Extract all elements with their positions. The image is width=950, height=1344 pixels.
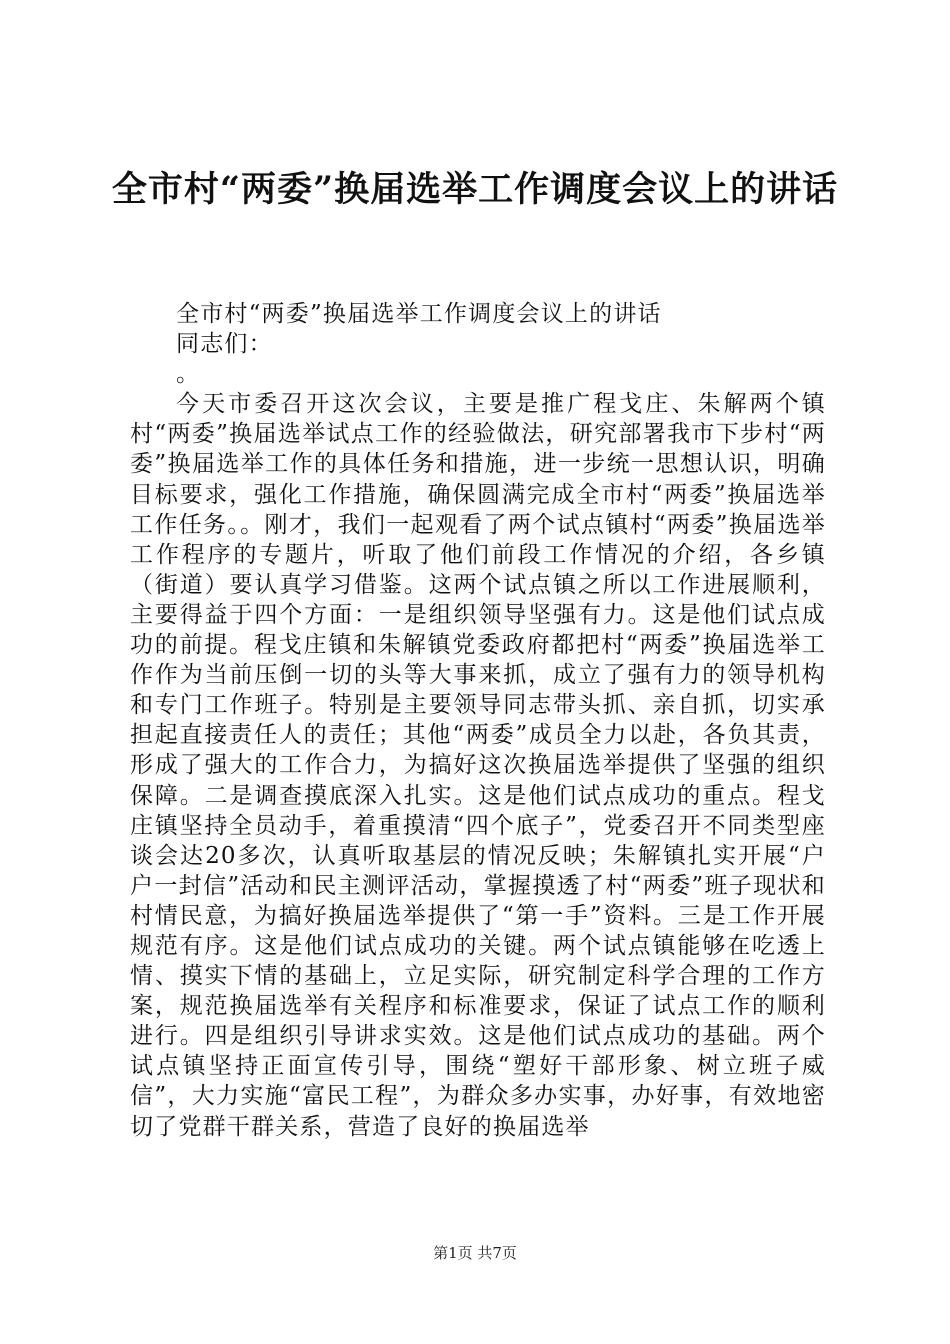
document-title: 全市村“两委”换届选举工作调度会议上的讲话 <box>111 169 839 210</box>
document-body <box>130 299 826 1142</box>
page-footer: 第1页 共7页 <box>433 1244 517 1262</box>
salutation: 同志们： <box>176 331 273 358</box>
body-paragraph: 今天市委召开这次会议，主要是推广程戈庄、朱解两个镇村“两委”换届选举试点工作的经验做法，研究部署我市下步村“两委”换届选举工作的具体任务和措施，进一步统一思想认识，明确目标要求，强化工作措施，确保圆满完成全市村“两委”换届选举工作任务。。刚才，我们一起观看了两个试点镇村“两委”换届选举工作程序的专题片，听取了他们前段工作情况的介绍，各乡镇（街道）要认真学习借鉴。这两个试点镇之所以工作进展顺利，主要得益于四个方面：一是组织领导坚强有力。这是他们试点成功的前提。程戈庄镇和朱解镇党委政府都把村“两委”换届选举工作作为当前压倒一切的头等大事来抓，成立了强有力的领导机构和专门工作班子。特别是主要领导同志带头抓、亲自抓，切实承担起直接责任人的责任；其他“两委”成员全力以赴，各负其责，形成了强大的工作合力，为搞好这次换届选举提供了坚强的组织保障。二是调查摸底深入扎实。这是他们试点成功的重点。程戈庄镇坚持全员动手，着重摸清“四个底子”，党委召开不同类型座谈会达20多次，认真听取基层的情况反映；朱解镇扎实开展“户户一封信”活动和民主测评活动，掌握摸透了村“两委”班子现状和村情民意，为搞好换届选举提供了“第一手”资料。三是工作开展规范有序。这是他们试点成功的关键。两个试点镇能够在吃透上情、摸实下情的基础上，立足实际，研究制定科学合理的工作方案，规范换届选举有关程序和标准要求，保证了试点工作的顺利进行。四是组织引导讲求实效。这是他们试点成功的基础。两个试点镇坚持正面宣传引导，围绕“塑好干部形象、树立班子威信”，大力实施“富民工程”，为群众多办实事，办好事，有效地密切了党群干群关系，营造了良好的换届选举 <box>130 391 826 1140</box>
document-subtitle: 全市村“两委”换届选举工作调度会议上的讲话 <box>176 301 662 327</box>
punctuation-mark: 。 <box>176 361 201 388</box>
